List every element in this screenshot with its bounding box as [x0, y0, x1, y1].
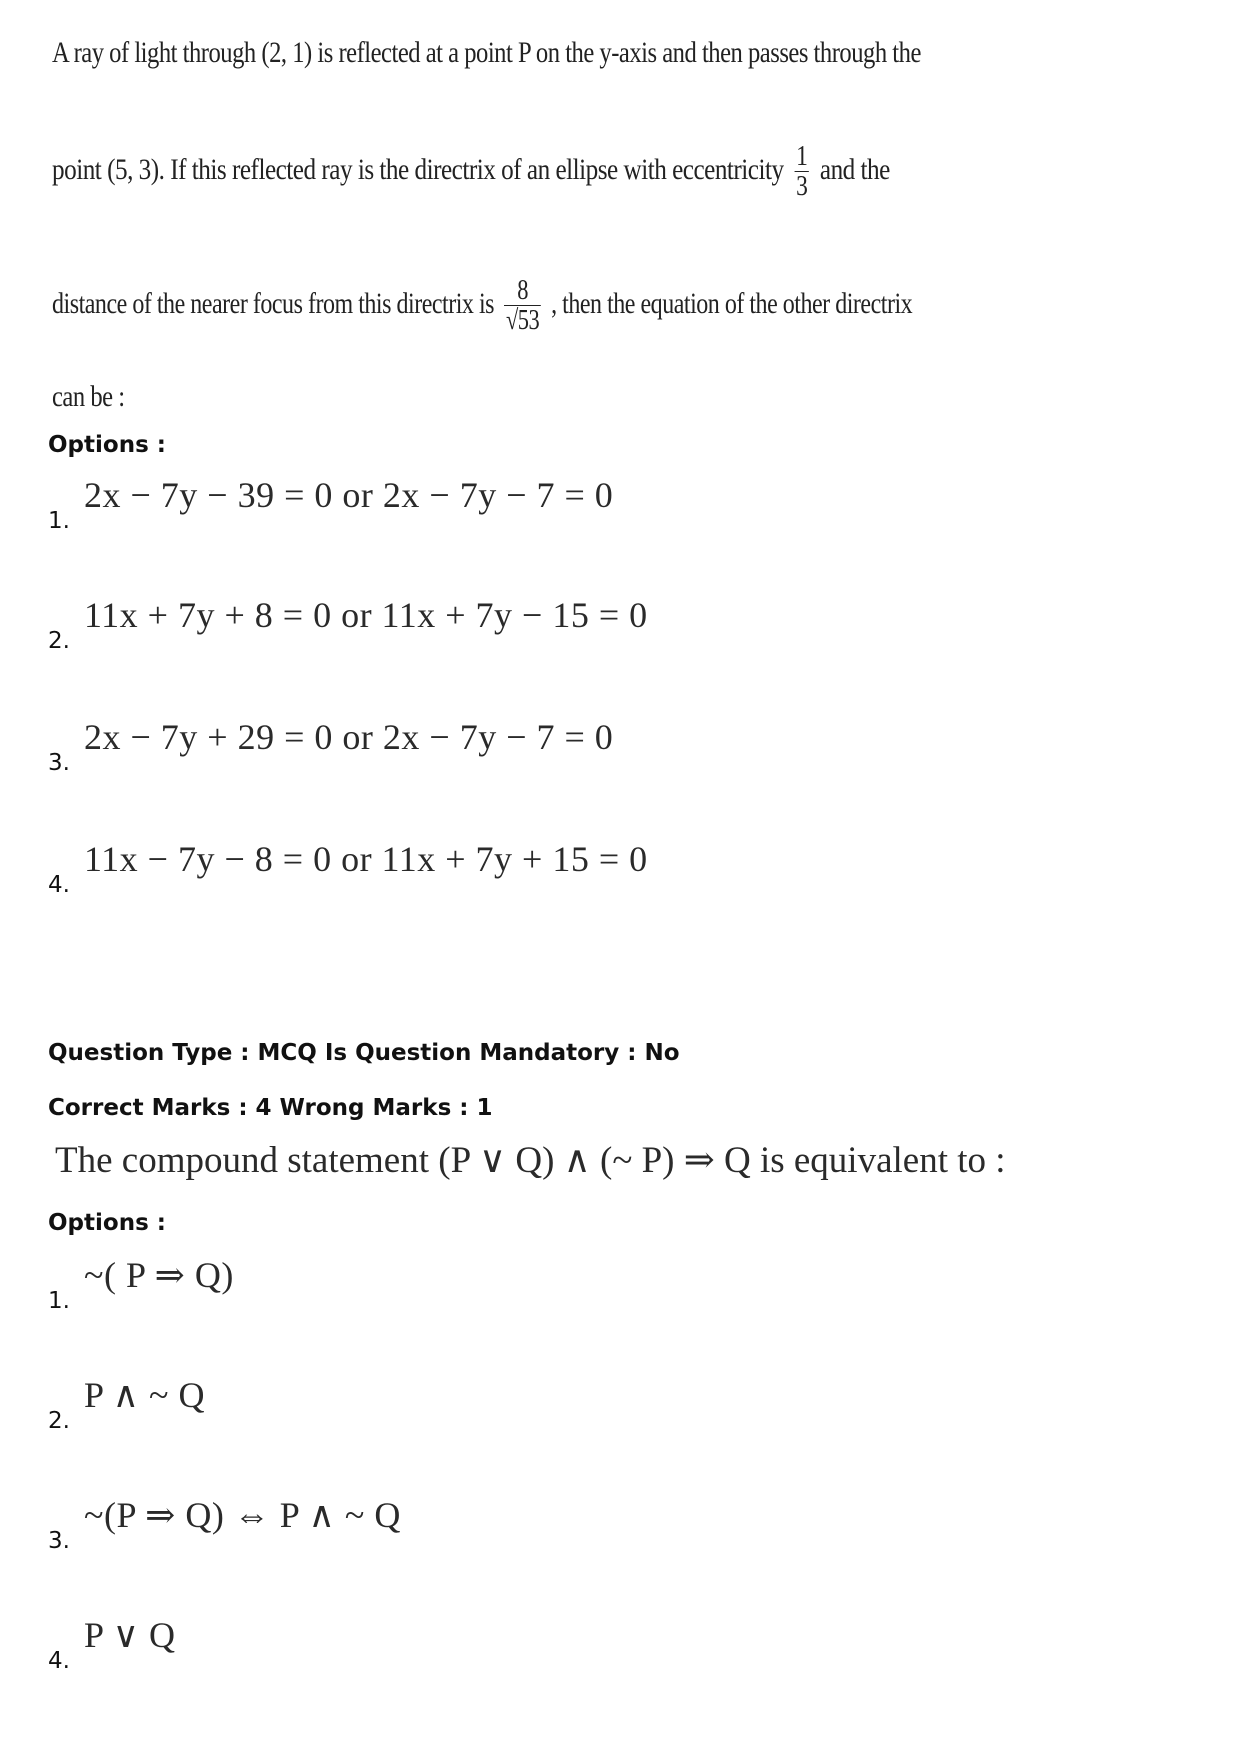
question1-line1: A ray of light through (2, 1) is reflected at a point P on the y-axis and then passes through the	[52, 36, 921, 69]
question1-line2	[52, 142, 890, 202]
question2-option-1[interactable]: ~( P ⇒ Q)	[84, 1255, 234, 1295]
question1-option-1-number: 1.	[48, 508, 70, 534]
question1-option-2[interactable]: 11x + 7y + 8 = 0 or 11x + 7y − 15 = 0	[84, 595, 648, 635]
question2-option-4[interactable]: P ∨ Q	[84, 1615, 176, 1655]
question1-line4: can be :	[52, 380, 125, 413]
question2-option-3[interactable]: ~(P ⇒ Q) ⇔ P ∧ ~ Q	[84, 1495, 401, 1535]
question1-option-3-number: 3.	[48, 750, 70, 776]
question1-option-4-number: 4.	[48, 872, 70, 898]
question1-option-2-number: 2.	[48, 628, 70, 654]
question1-line2-text: point (5, 3). If this reflected ray is the directrix of an ellipse with eccentricity	[52, 152, 784, 186]
question1-option-3[interactable]: 2x − 7y + 29 = 0 or 2x − 7y − 7 = 0	[84, 717, 614, 757]
question1-option-1[interactable]: 2x − 7y − 39 = 0 or 2x − 7y − 7 = 0	[84, 475, 614, 515]
eccentricity-fraction	[794, 142, 809, 202]
question2-option-2-number: 2.	[48, 1408, 70, 1434]
distance-fraction	[504, 276, 540, 336]
question1-line2-end: and the	[819, 152, 890, 186]
question-type-meta: Question Type : MCQ Is Question Mandatory : No	[48, 1040, 680, 1066]
question1-line3	[52, 276, 912, 336]
question1-option-4[interactable]: 11x − 7y − 8 = 0 or 11x + 7y + 15 = 0	[84, 839, 648, 879]
eccentricity-denominator: 3	[796, 171, 808, 203]
question1-line3-end: , then the equation of the other directrix	[551, 286, 913, 320]
question2-option-2[interactable]: P ∧ ~ Q	[84, 1375, 206, 1415]
distance-denominator: √53	[505, 305, 540, 337]
distance-numerator: 8	[517, 275, 528, 306]
question-marks-meta: Correct Marks : 4 Wrong Marks : 1	[48, 1095, 493, 1121]
question2-statement: The compound statement (P ∨ Q) ∧ (~ P) ⇒ Q is equivalent to :	[55, 1140, 1006, 1181]
eccentricity-numerator: 1	[796, 141, 808, 172]
question2-option-3-number: 3.	[48, 1528, 70, 1554]
question2-option-4-number: 4.	[48, 1648, 70, 1674]
question2-options-label: Options :	[48, 1210, 166, 1236]
question1-line3-text: distance of the nearer focus from this directrix is	[52, 286, 495, 320]
question1-options-label: Options :	[48, 432, 166, 458]
question2-option-1-number: 1.	[48, 1288, 70, 1314]
